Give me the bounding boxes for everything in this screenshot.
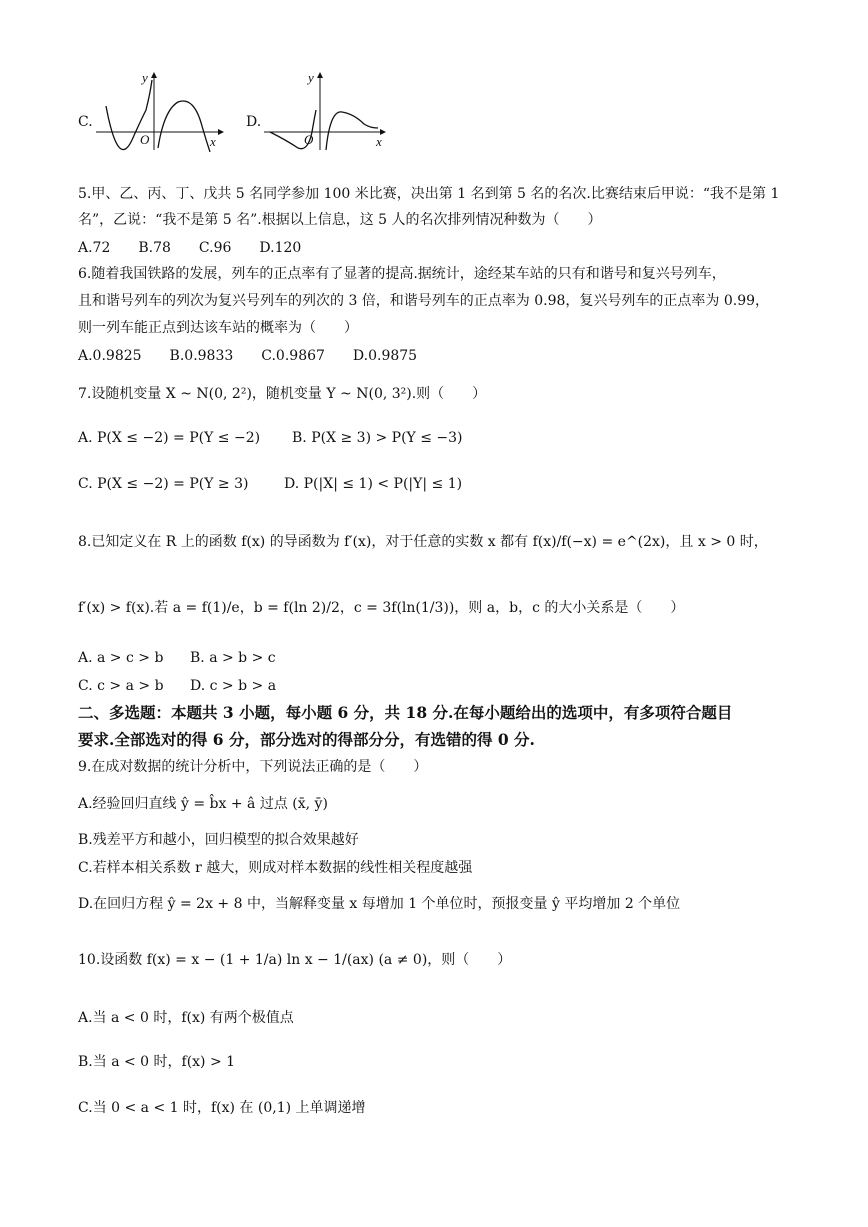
q10-option-a: A.当 a < 0 时，f(x) 有两个极值点 bbox=[78, 1010, 294, 1026]
curve-d-right bbox=[326, 112, 378, 150]
q9-option-d: D.在回归方程 ŷ = 2x + 8 中，当解释变量 x 每增加 1 个单位时，预报变量 ŷ 平均增加 2 个单位 bbox=[78, 896, 681, 912]
graph-d-label: D. bbox=[246, 114, 262, 130]
q8-option-c: C. c > a > b bbox=[78, 678, 164, 694]
q5-line1: 5.甲、乙、丙、丁、戊共 5 名同学参加 100 米比赛，决出第 1 名到第 5 名的名次.比赛结束后甲说：“我不是第 1 bbox=[78, 186, 780, 202]
graph-c-y-label: y bbox=[142, 70, 148, 85]
graph-d-plot bbox=[246, 70, 396, 152]
q6-line2: 且和谐号列车的列次为复兴号列车的列次的 3 倍，和谐号列车的正点率为 0.98，复兴号列车的正点率为 0.99， bbox=[78, 293, 770, 309]
q7-stem: 7.设随机变量 X ~ N(0, 2²)，随机变量 Y ~ N(0, 3²).则（ ） bbox=[78, 386, 487, 402]
q9-option-a: A.经验回归直线 ŷ = b̂x + â 过点 (x̄, ȳ) bbox=[78, 796, 328, 812]
q5-options: A.72 B.78 C.96 D.120 bbox=[78, 240, 302, 256]
q7-option-b-text: B. P(X ≥ 3) > P(Y ≤ −3) bbox=[292, 430, 463, 446]
q7-option-c-text: C. P(X ≤ −2) = P(Y ≥ 3) bbox=[78, 476, 249, 492]
q6-line1: 6.随着我国铁路的发展，列车的正点率有了显著的提高.据统计，途经某车站的只有和谐号和复兴号列车， bbox=[78, 266, 726, 282]
q7-option-d bbox=[284, 474, 462, 494]
q8-option-b: B. a > b > c bbox=[190, 650, 276, 666]
graph-c-plot bbox=[78, 70, 228, 152]
graph-d-y-label: y bbox=[308, 70, 314, 85]
section2-header-line2: 要求.全部选对的得 6 分，部分选对的得部分分，有选错的得 0 分. bbox=[78, 730, 535, 749]
q7-option-c bbox=[78, 474, 248, 494]
q10-option-c: C.当 0 < a < 1 时，f(x) 在 (0,1) 上单调递增 bbox=[78, 1100, 366, 1116]
q7-option-b bbox=[292, 428, 463, 448]
q6-line3: 则一列车能正点到达该车站的概率为（ ） bbox=[78, 320, 358, 336]
graph-d-x-label: x bbox=[376, 134, 382, 149]
y-axis-arrow-icon bbox=[151, 72, 157, 78]
q7-option-a bbox=[78, 428, 260, 448]
q8-option-d: D. c > b > a bbox=[190, 678, 277, 694]
section2-header-line1: 二、多选题：本题共 3 小题，每小题 6 分，共 18 分.在每小题给出的选项中，有多项符合题目 bbox=[78, 703, 733, 722]
graph-c-label: C. bbox=[78, 114, 93, 130]
q8-stem: 8.已知定义在 R 上的函数 f(x) 的导函数为 f′(x)，对于任意的实数 x 都有 f(x)/f(−x) = e^(2x)，且 x > 0 时， bbox=[78, 534, 768, 550]
q9-option-c: C.若样本相关系数 r 越大，则成对样本数据的线性相关程度越强 bbox=[78, 860, 473, 876]
q7-option-a-text: A. P(X ≤ −2) = P(Y ≤ −2) bbox=[78, 430, 261, 446]
q8-option-a: A. a > c > b bbox=[78, 650, 164, 666]
graph-c-x-label: x bbox=[210, 134, 216, 149]
q7-option-d-text: D. P(|X| ≤ 1) < P(|Y| ≤ 1) bbox=[284, 476, 463, 492]
q5-line2: 名”，乙说：“我不是第 5 名”.根据以上信息，这 5 人的名次排列情况种数为（ ） bbox=[78, 212, 602, 228]
graph-d bbox=[246, 70, 396, 152]
graph-c bbox=[78, 70, 228, 152]
x-axis-arrow-icon bbox=[218, 129, 224, 135]
q10-stem: 10.设函数 f(x) = x − (1 + 1/a) ln x − 1/(ax) (a ≠ 0)，则（ ） bbox=[78, 952, 512, 968]
y-axis-arrow-icon bbox=[317, 72, 323, 78]
q9-stem: 9.在成对数据的统计分析中，下列说法正确的是（ ） bbox=[78, 759, 428, 775]
q8-condition: f′(x) > f(x).若 a = f(1)/e，b = f(ln 2)/2，c = 3f(ln(1/3))，则 a，b，c 的大小关系是（ ） bbox=[78, 600, 685, 616]
q10-option-b: B.当 a < 0 时，f(x) > 1 bbox=[78, 1054, 236, 1070]
graph-c-origin: O bbox=[140, 132, 150, 147]
q9-option-b: B.残差平方和越小，回归模型的拟合效果越好 bbox=[78, 832, 359, 848]
graph-d-origin: O bbox=[304, 132, 314, 147]
curve-c-right bbox=[158, 101, 210, 152]
q6-options: A.0.9825 B.0.9833 C.0.9867 D.0.9875 bbox=[78, 348, 418, 364]
